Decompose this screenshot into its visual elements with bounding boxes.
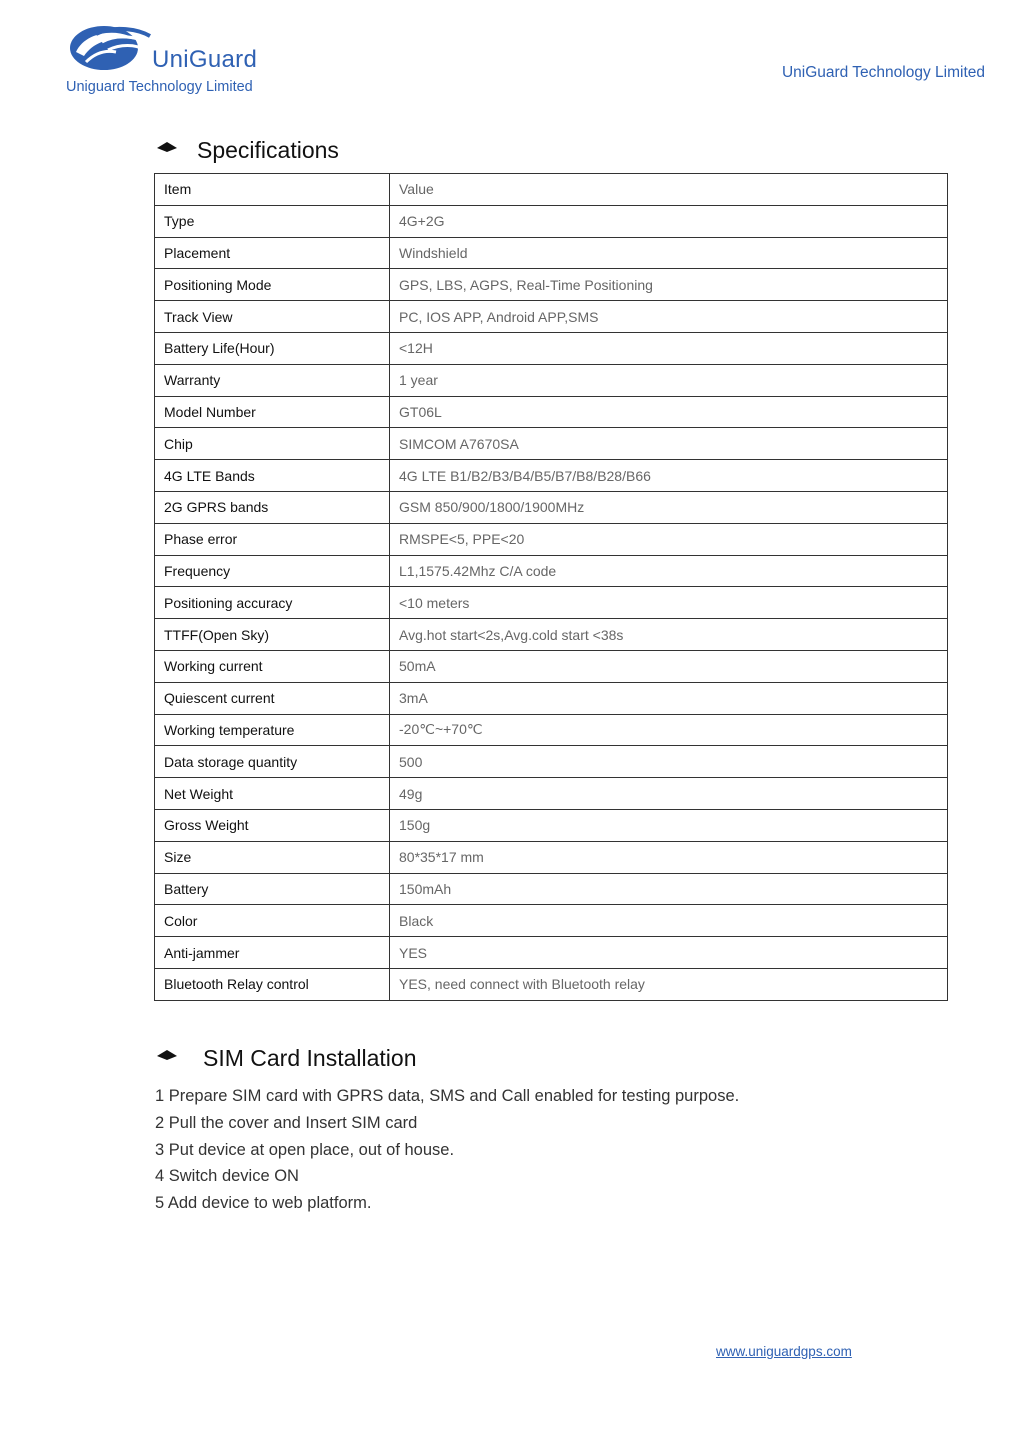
spec-item-cell: Size: [155, 841, 390, 873]
logo-subtitle: Uniguard Technology Limited: [66, 79, 253, 95]
spec-item-cell: Positioning Mode: [155, 269, 390, 301]
spec-value-cell: 150mAh: [390, 873, 948, 905]
spec-item-cell: 2G GPRS bands: [155, 491, 390, 523]
spec-value-cell: Black: [390, 905, 948, 937]
website-link[interactable]: www.uniguardgps.com: [716, 1344, 852, 1359]
spec-value-cell: RMSPE<5, PPE<20: [390, 523, 948, 555]
spec-value-cell: 50mA: [390, 650, 948, 682]
spec-value-cell: 80*35*17 mm: [390, 841, 948, 873]
table-row: [155, 841, 948, 873]
spec-value-cell: 4G LTE B1/B2/B3/B4/B5/B7/B8/B28/B66: [390, 460, 948, 492]
spec-value-cell: 150g: [390, 809, 948, 841]
sim-installation-title: SIM Card Installation: [203, 1045, 417, 1071]
spec-value-cell: 500: [390, 746, 948, 778]
spec-item-cell: 4G LTE Bands: [155, 460, 390, 492]
spec-value-cell: 4G+2G: [390, 205, 948, 237]
logo-name: UniGuard: [152, 46, 258, 73]
spec-item-cell: Anti-jammer: [155, 937, 390, 969]
spec-item-cell: Placement: [155, 237, 390, 269]
spec-item-cell: Battery: [155, 873, 390, 905]
spec-item-cell: Item: [155, 174, 390, 206]
spec-item-cell: Type: [155, 205, 390, 237]
spec-item-cell: Data storage quantity: [155, 746, 390, 778]
header-company-name: UniGuard Technology Limited: [781, 64, 985, 81]
table-row: [155, 587, 948, 619]
spec-value-cell: <12H: [390, 332, 948, 364]
list-item: 3 Put device at open place, out of house.: [155, 1140, 455, 1159]
table-row: [155, 491, 948, 523]
table-row: [155, 968, 948, 1000]
table-row: [155, 237, 948, 269]
spec-value-cell: PC, IOS APP, Android APP,SMS: [390, 301, 948, 333]
table-row: [155, 937, 948, 969]
spec-value-cell: -20℃~+70℃: [390, 714, 948, 746]
table-row: [155, 301, 948, 333]
table-row: [155, 746, 948, 778]
company-logo: [66, 22, 296, 100]
spec-value-cell: Avg.hot start<2s,Avg.cold start <38s: [390, 619, 948, 651]
spec-item-cell: Net Weight: [155, 778, 390, 810]
spec-value-cell: GT06L: [390, 396, 948, 428]
table-row: [155, 269, 948, 301]
logo-globe-icon: [66, 22, 156, 80]
spec-item-cell: Warranty: [155, 364, 390, 396]
spec-item-cell: Model Number: [155, 396, 390, 428]
spec-item-cell: Working current: [155, 650, 390, 682]
spec-item-cell: Bluetooth Relay control: [155, 968, 390, 1000]
spec-value-cell: SIMCOM A7670SA: [390, 428, 948, 460]
list-item: 5 Add device to web platform.: [155, 1194, 372, 1213]
table-row: [155, 873, 948, 905]
list-item: 2 Pull the cover and Insert SIM card: [155, 1113, 418, 1132]
spec-item-cell: Track View: [155, 301, 390, 333]
spec-value-cell: 49g: [390, 778, 948, 810]
specifications-heading: [157, 137, 339, 164]
table-row: [155, 650, 948, 682]
diamond-bullet-icon: [157, 142, 177, 148]
table-row: [155, 428, 948, 460]
table-row: [155, 460, 948, 492]
spec-value-cell: L1,1575.42Mhz C/A code: [390, 555, 948, 587]
table-row: [155, 332, 948, 364]
table-row: [155, 619, 948, 651]
spec-item-cell: Color: [155, 905, 390, 937]
list-item: 1 Prepare SIM card with GPRS data, SMS and Call enabled for testing purpose.: [155, 1087, 740, 1105]
spec-value-cell: Windshield: [390, 237, 948, 269]
table-row: [155, 682, 948, 714]
spec-item-cell: Frequency: [155, 555, 390, 587]
table-row: [155, 523, 948, 555]
spec-value-cell: <10 meters: [390, 587, 948, 619]
table-row: [155, 396, 948, 428]
spec-item-cell: TTFF(Open Sky): [155, 619, 390, 651]
sim-installation-steps: [155, 1083, 739, 1217]
table-row: [155, 205, 948, 237]
spec-value-cell: 1 year: [390, 364, 948, 396]
sim-installation-heading: [157, 1045, 416, 1072]
spec-item-cell: Phase error: [155, 523, 390, 555]
table-row: [155, 714, 948, 746]
table-row: [155, 555, 948, 587]
spec-item-cell: Working temperature: [155, 714, 390, 746]
spec-value-cell: GPS, LBS, AGPS, Real-Time Positioning: [390, 269, 948, 301]
spec-item-cell: Positioning accuracy: [155, 587, 390, 619]
diamond-bullet-icon: [157, 1050, 177, 1056]
table-row: [155, 364, 948, 396]
table-row: [155, 778, 948, 810]
specifications-title: Specifications: [197, 137, 339, 163]
specifications-table: [154, 173, 948, 1001]
list-item: 4 Switch device ON: [155, 1167, 299, 1186]
spec-item-cell: Chip: [155, 428, 390, 460]
spec-item-cell: Quiescent current: [155, 682, 390, 714]
table-row: [155, 809, 948, 841]
spec-value-cell: YES, need connect with Bluetooth relay: [390, 968, 948, 1000]
table-row: [155, 174, 948, 206]
spec-value-cell: Value: [390, 174, 948, 206]
table-row: [155, 905, 948, 937]
spec-value-cell: GSM 850/900/1800/1900MHz: [390, 491, 948, 523]
spec-value-cell: 3mA: [390, 682, 948, 714]
spec-item-cell: Battery Life(Hour): [155, 332, 390, 364]
spec-item-cell: Gross Weight: [155, 809, 390, 841]
spec-value-cell: YES: [390, 937, 948, 969]
